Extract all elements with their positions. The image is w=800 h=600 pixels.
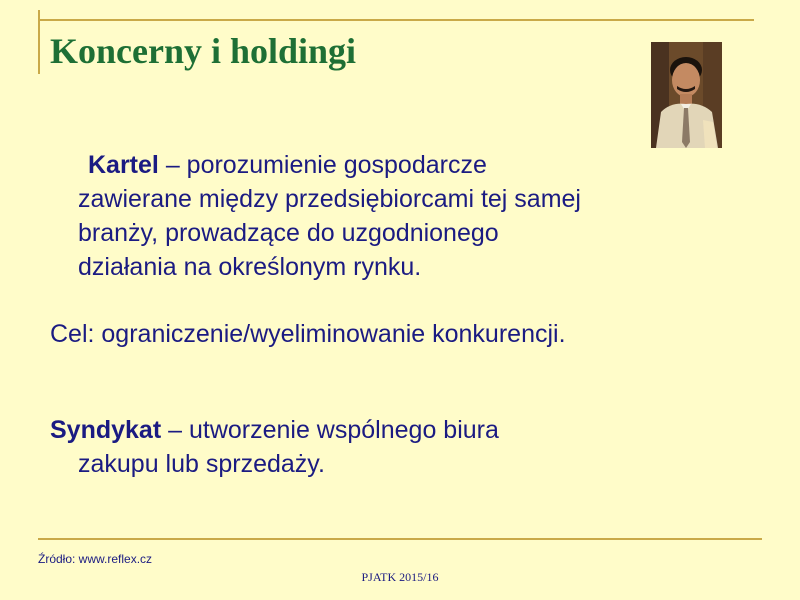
kartel-line-4: działania na określonym rynku. [78, 253, 422, 281]
top-rule [38, 19, 754, 21]
cel-paragraph: Cel: ograniczenie/wyeliminowanie konkurencji. [50, 320, 566, 348]
footer-label: PJATK 2015/16 [361, 570, 439, 584]
kartel-line-2: zawierane między przedsiębiorcami tej samej [78, 185, 581, 213]
portrait-photo [651, 42, 722, 148]
kartel-term: Kartel [88, 151, 159, 179]
syndykat-term: Syndykat [50, 416, 162, 444]
left-rule [38, 10, 40, 74]
syndykat-line-1: – utworzenie wspólnego biura [161, 416, 499, 444]
syndykat-paragraph [50, 413, 670, 481]
kartel-paragraph [78, 148, 748, 284]
kartel-line-1: – porozumienie gospodarcze [158, 151, 487, 179]
bottom-rule [38, 538, 762, 540]
source-note: Źródło: www.reflex.cz [38, 552, 153, 566]
slide-title: Koncerny i holdingi [50, 31, 357, 71]
kartel-line-3: branży, prowadzące do uzgodnionego [78, 219, 499, 247]
syndykat-line-2: zakupu lub sprzedaży. [78, 450, 325, 478]
